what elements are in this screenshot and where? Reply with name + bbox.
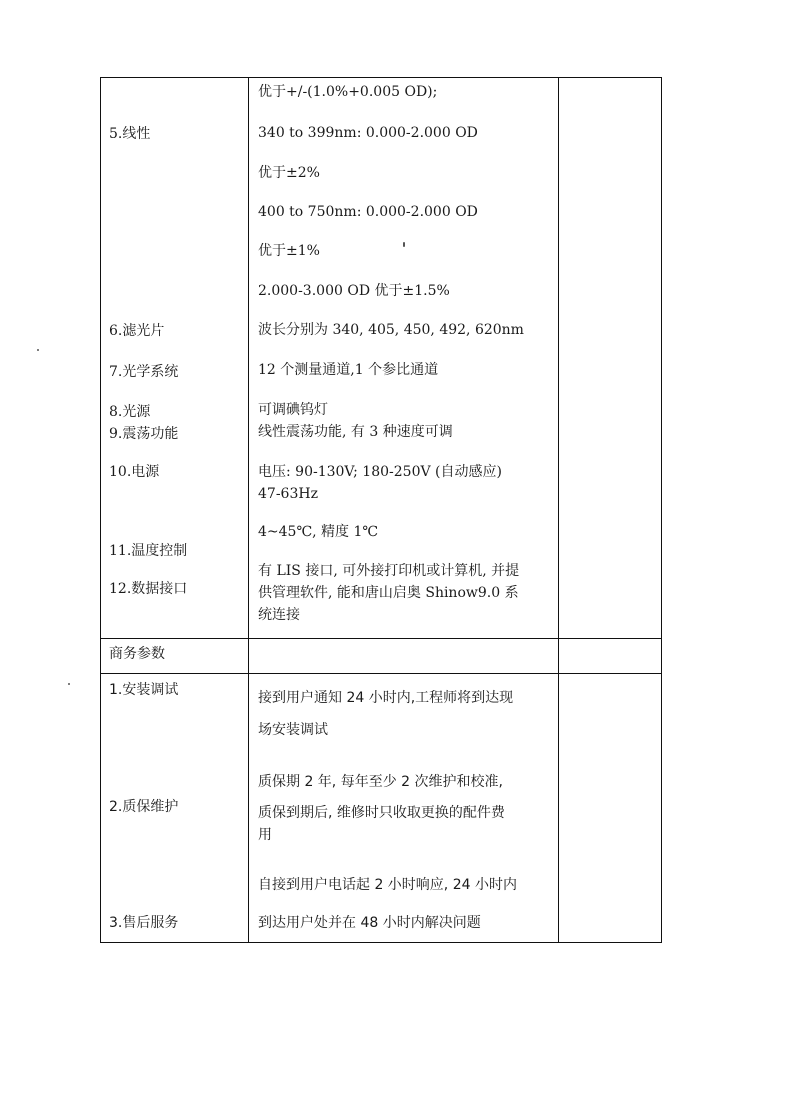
warranty-value: 质保到期后, 维修时只收取更换的配件费	[258, 805, 505, 821]
power-label: 10.电源	[109, 464, 160, 480]
shake-label: 9.震荡功能	[109, 426, 179, 442]
linearity-line: 2.000-3.000 OD 优于±1.5%	[258, 283, 450, 299]
scan-speck	[68, 683, 70, 685]
service-value: 自接到用户电话起 2 小时响应, 24 小时内	[258, 877, 517, 893]
filter-value: 波长分别为 340, 405, 450, 492, 620nm	[258, 322, 524, 338]
business-section-title: 商务参数	[109, 646, 165, 662]
light-source-label: 8.光源	[109, 404, 151, 420]
warranty-label: 2.质保维护	[109, 799, 179, 815]
column-divider	[248, 78, 249, 942]
warranty-value: 用	[258, 827, 272, 843]
light-source-value: 可调碘钨灯	[258, 402, 328, 418]
install-value: 接到用户通知 24 小时内,工程师将到达现	[258, 690, 514, 706]
data-interface-value: 供管理软件, 能和唐山启奥 Shinow9.0 系	[258, 585, 519, 601]
filter-label: 6.滤光片	[109, 323, 165, 339]
data-interface-value: 有 LIS 接口, 可外接打印机或计算机, 并提	[258, 563, 520, 579]
shake-value: 线性震荡功能, 有 3 种速度可调	[258, 424, 453, 440]
linearity-line: 优于+/-(1.0%+0.005 OD);	[258, 84, 438, 100]
optics-value: 12 个测量通道,1 个参比通道	[258, 362, 439, 378]
optics-label: 7.光学系统	[109, 364, 179, 380]
linearity-line: 400 to 750nm: 0.000-2.000 OD	[258, 204, 478, 220]
scan-speck	[37, 349, 39, 351]
linearity-line: 340 to 399nm: 0.000-2.000 OD	[258, 125, 478, 141]
data-interface-value: 统连接	[258, 607, 300, 623]
power-value: 电压: 90-130V; 180-250V (自动感应)	[258, 464, 502, 480]
power-value: 47-63Hz	[258, 486, 318, 502]
install-label: 1.安装调试	[109, 682, 179, 698]
row-divider	[101, 638, 661, 639]
warranty-value: 质保期 2 年, 每年至少 2 次维护和校准,	[258, 774, 503, 790]
column-divider	[558, 78, 559, 942]
linearity-line: 优于±2%	[258, 165, 320, 181]
spec-table	[100, 77, 662, 943]
data-interface-label: 12.数据接口	[109, 581, 188, 597]
row-divider	[101, 673, 661, 674]
temperature-value: 4~45℃, 精度 1℃	[258, 524, 379, 540]
service-value: 到达用户处并在 48 小时内解决问题	[258, 915, 481, 931]
temperature-label: 11.温度控制	[109, 543, 188, 559]
linearity-line: 优于±1%	[258, 243, 320, 259]
service-label: 3.售后服务	[109, 915, 179, 931]
linearity-label: 5.线性	[109, 126, 151, 142]
install-value: 场安装调试	[258, 722, 328, 738]
